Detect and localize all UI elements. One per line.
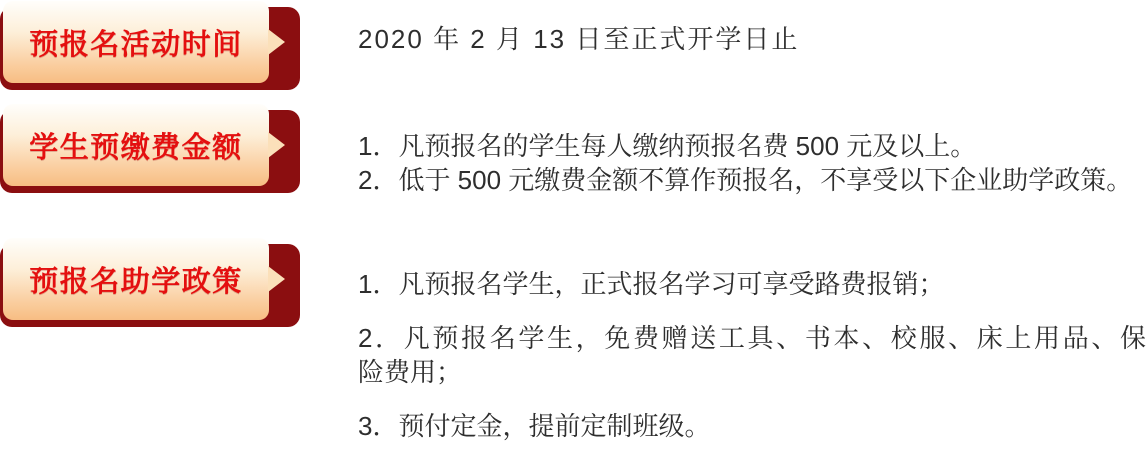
section-prepayment-amount: [0, 103, 1146, 197]
badge-label-registration-time: 预报名活动时间: [29, 28, 243, 61]
badge-label-prepayment-amount: 学生预缴费金额: [29, 131, 243, 164]
arrow-right-icon: [268, 29, 285, 55]
aid-policy-2-line-1: 2．凡预报名学生，免费赠送工具、书本、校服、床上用品、保: [358, 323, 1146, 353]
aid-policy-text-block: [358, 267, 1146, 443]
label-column: [0, 103, 358, 193]
badge-face: [3, 1, 269, 83]
section-registration-time: [0, 0, 1146, 90]
aid-policy-1: 1．凡预报名学生，正式报名学习可享受路费报销；: [358, 269, 945, 299]
list-item: [358, 163, 1146, 197]
list-item: [358, 129, 1146, 163]
aid-policy-3: 3．预付定金，提前定制班级。: [358, 411, 711, 441]
badge-face: [3, 104, 269, 186]
list-item: [358, 409, 1146, 443]
label-column: [0, 0, 358, 90]
label-column: [0, 237, 358, 327]
arrow-right-icon: [268, 266, 285, 292]
registration-time-text-block: [358, 22, 1146, 56]
arrow-right-icon: [268, 132, 285, 158]
badge-aid-policy: [0, 237, 300, 327]
badge-registration-time: [0, 0, 300, 90]
badge-face: [3, 238, 269, 320]
registration-time-text: 2020 年 2 月 13 日至正式开学日止: [358, 24, 800, 54]
prepayment-amount-text-block: [358, 129, 1146, 197]
prepayment-rule-1: 1．凡预报名的学生每人缴纳预报名费 500 元及以上。: [358, 131, 977, 161]
prepayment-rule-2: 2．低于 500 元缴费金额不算作预报名，不享受以下企业助学政策。: [358, 165, 1133, 195]
list-item: [358, 321, 1146, 389]
aid-policy-2-line-2: 险费用；: [358, 357, 463, 387]
badge-prepayment-amount: [0, 103, 300, 193]
list-item: [358, 267, 1146, 301]
badge-label-aid-policy: 预报名助学政策: [29, 265, 243, 298]
section-aid-policy: [0, 237, 1146, 443]
